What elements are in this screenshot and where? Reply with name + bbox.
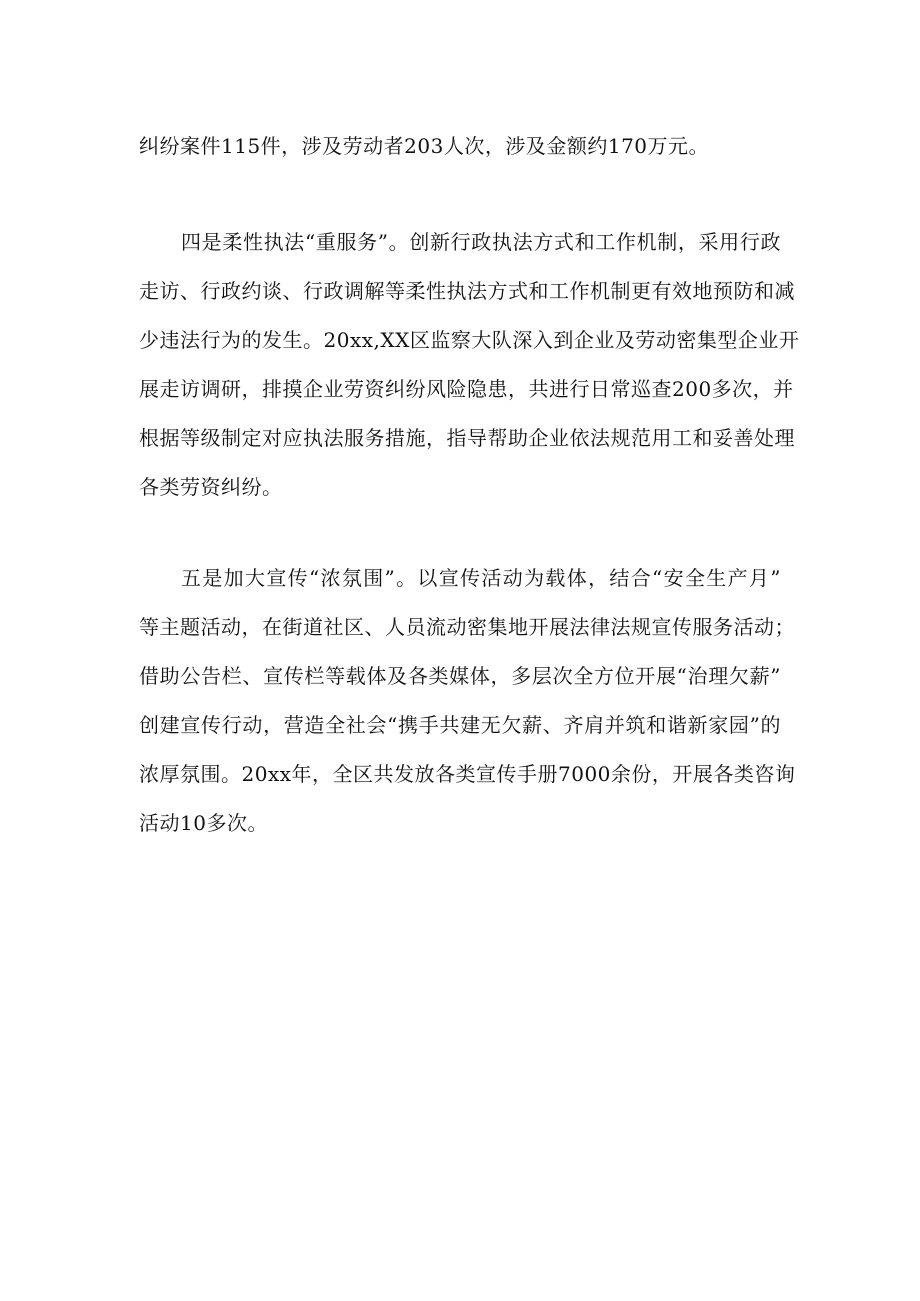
paragraph-5-line-1: 五是加大宣传“浓氛围”。以宣传活动为载体，结合“安全生产月” [181, 566, 781, 590]
paragraph-5-line-2: 等主题活动，在街道社区、人员流动密集地开展法律法规宣传服务活动； [139, 615, 795, 639]
paragraph-4-line-2: 走访、行政约谈、行政调解等柔性执法方式和工作机制更有效地预防和减 [139, 279, 795, 303]
paragraph-4-line-1: 四是柔性执法“重服务”。创新行政执法方式和工作机制，采用行政 [181, 230, 781, 254]
text-line-1: 纠纷案件115件，涉及劳动者203人次，涉及金额约170万元。 [139, 134, 710, 158]
paragraph-5-line-6: 活动10多次。 [139, 811, 268, 835]
paragraph-4-line-5: 根据等级制定对应执法服务措施，指导帮助企业依法规范用工和妥善处理 [139, 426, 795, 450]
paragraph-5-line-4: 创建宣传行动，营造全社会“携手共建无欠薪、齐肩并筑和谐新家园”的 [139, 713, 781, 737]
paragraph-4-line-3: 少违法行为的发生。20xx,XX区监察大队深入到企业及劳动密集型企业开 [139, 328, 800, 352]
paragraph-4-line-4: 展走访调研，排摸企业劳资纠纷风险隐患，共进行日常巡查200多次，并 [139, 377, 794, 401]
paragraph-5-line-5: 浓厚氛围。20xx年，全区共发放各类宣传手册7000余份，开展各类咨询 [139, 762, 796, 786]
paragraph-4-line-6: 各类劳资纠纷。 [139, 475, 283, 499]
paragraph-5-line-3: 借助公告栏、宣传栏等载体及各类媒体，多层次全方位开展“治理欠薪” [139, 664, 781, 688]
